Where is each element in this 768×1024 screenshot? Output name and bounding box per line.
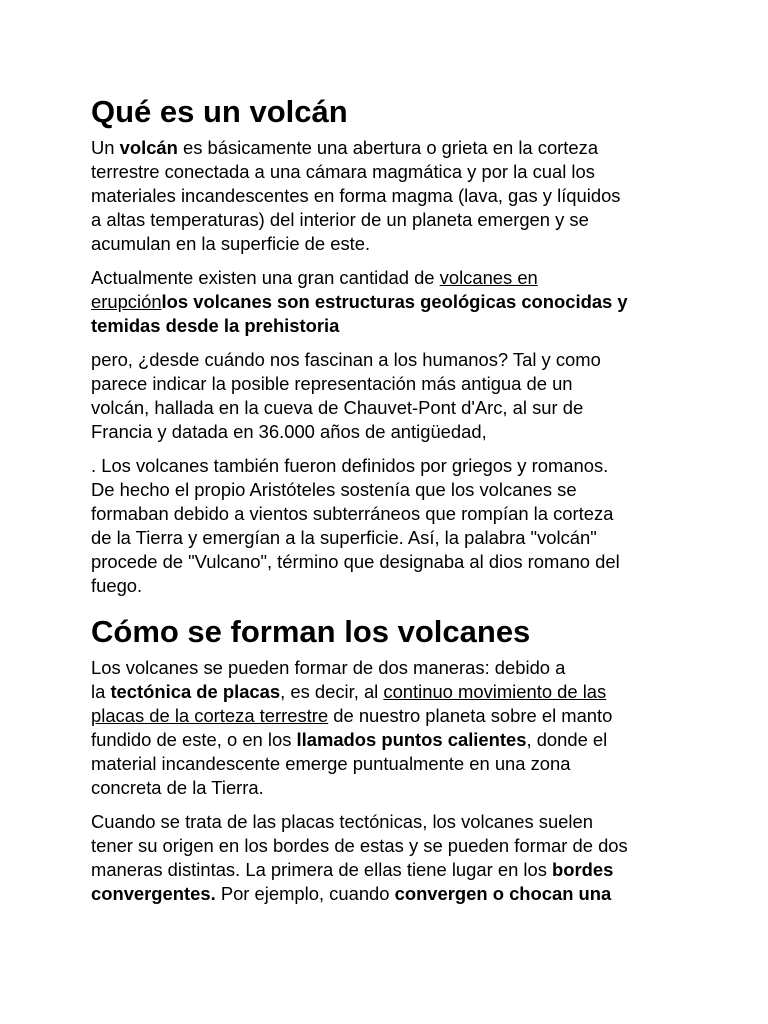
text-line: volcán, hallada en la cueva de Chauvet-Pont d'Arc, al sur de <box>91 397 584 418</box>
text-line <box>91 266 691 290</box>
bold-term-bordes: bordes <box>552 859 614 880</box>
text-line: fuego. <box>91 575 143 596</box>
text-line: tener su origen en los bordes de estas y se pueden formar de dos <box>91 835 628 856</box>
text-line: a altas temperaturas) del interior de un planeta emergen y se <box>91 209 589 230</box>
document-content <box>91 94 691 916</box>
text-run: la <box>91 681 111 702</box>
text-line <box>91 136 691 160</box>
paragraph-actualmente <box>91 266 691 338</box>
bold-term-convergen: convergen o chocan una <box>394 883 612 904</box>
paragraph-fascinacion <box>91 348 691 444</box>
paragraph-definicion <box>91 136 691 256</box>
text-line: Los volcanes se pueden formar de dos maneras: debido a <box>91 657 566 678</box>
bold-text: temidas desde la prehistoria <box>91 315 340 336</box>
link-movimiento-placas[interactable]: continuo movimiento de las <box>383 681 607 702</box>
text-run: , es decir, al <box>280 681 384 702</box>
paragraph-placas-tectonicas <box>91 810 691 906</box>
text-line <box>91 680 691 704</box>
text-line: de la Tierra y emergían a la superficie. Así, la palabra "volcán" <box>91 527 597 548</box>
text-line: materiales incandescentes en forma magma (lava, gas y líquidos <box>91 185 621 206</box>
text-run: Un <box>91 137 120 158</box>
text-line: Cuando se trata de las placas tectónicas, los volcanes suelen <box>91 811 593 832</box>
text-run: , donde el <box>526 729 608 750</box>
text-line: parece indicar la posible representación más antigua de un <box>91 373 573 394</box>
link-volcanes-en-erupcion-cont[interactable]: erupción <box>91 291 162 312</box>
heading-que-es-un-volcan: Qué es un volcán <box>91 94 348 129</box>
text-line <box>91 704 691 728</box>
text-line: . Los volcanes también fueron definidos por griegos y romanos. <box>91 455 609 476</box>
paragraph-dos-maneras <box>91 656 691 800</box>
text-line: terrestre conectada a una cámara magmática y por la cual los <box>91 161 595 182</box>
text-run: Actualmente existen una gran cantidad de <box>91 267 440 288</box>
bold-text: los volcanes son estructuras geológicas conocidas y <box>161 291 628 312</box>
heading-como-se-forman: Cómo se forman los volcanes <box>91 614 531 649</box>
bold-term-puntos-calientes: llamados puntos calientes <box>296 729 527 750</box>
text-line <box>91 314 691 338</box>
text-run: es básicamente una abertura o grieta en la corteza <box>177 137 599 158</box>
text-run: de nuestro planeta sobre el manto <box>328 705 613 726</box>
bold-term-convergentes: convergentes. <box>91 883 216 904</box>
text-run: Por ejemplo, cuando <box>215 883 395 904</box>
text-line: formaban debido a vientos subterráneos que rompían la corteza <box>91 503 614 524</box>
link-volcanes-en-erupcion[interactable]: volcanes en <box>439 267 538 288</box>
text-line <box>91 290 691 314</box>
text-line: material incandescente emerge puntualmente en una zona <box>91 753 571 774</box>
paragraph-griegos-romanos <box>91 454 691 598</box>
text-line: De hecho el propio Aristóteles sostenía que los volcanes se <box>91 479 577 500</box>
text-run: fundido de este, o en los <box>91 729 297 750</box>
text-line: acumulan en la superficie de este. <box>91 233 371 254</box>
bold-term-tectonica: tectónica de placas <box>110 681 281 702</box>
text-line: Francia y datada en 36.000 años de antigüedad, <box>91 421 487 442</box>
text-run: maneras distintas. La primera de ellas tiene lugar en los <box>91 859 553 880</box>
text-line: concreta de la Tierra. <box>91 777 264 798</box>
bold-term-volcan: volcán <box>119 137 178 158</box>
text-line <box>91 882 691 906</box>
link-movimiento-placas-cont[interactable]: placas de la corteza terrestre <box>91 705 329 726</box>
text-line: procede de "Vulcano", término que designaba al dios romano del <box>91 551 620 572</box>
text-line <box>91 858 691 882</box>
text-line <box>91 728 691 752</box>
text-line: pero, ¿desde cuándo nos fascinan a los humanos? Tal y como <box>91 349 601 370</box>
